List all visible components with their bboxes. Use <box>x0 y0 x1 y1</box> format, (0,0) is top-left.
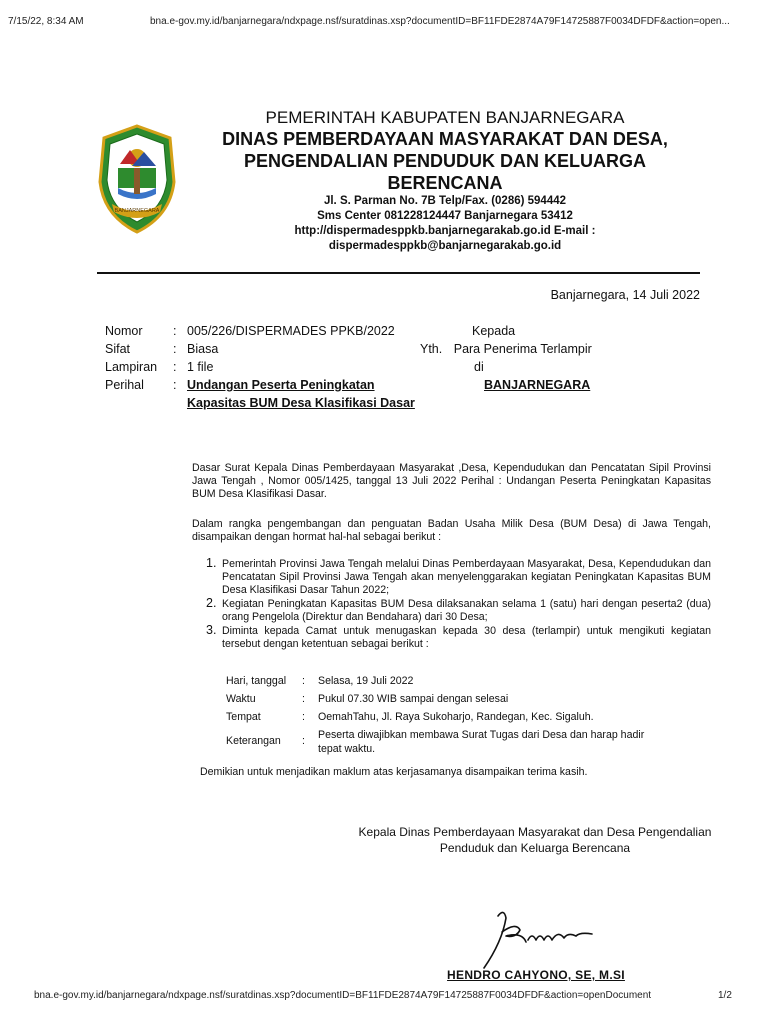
print-url: bna.e-gov.my.id/banjarnegara/ndxpage.nsf/suratdinas.xsp?documentID=BF11FDE2874A79F14725887F0034DFDF&action=open... <box>150 16 730 27</box>
addressee-block <box>420 322 592 394</box>
signatory-title-line1: Kepala Dinas Pemberdayaan Masyarakat dan Desa Pengendalian <box>358 825 712 839</box>
signatory-title <box>330 824 740 856</box>
address-line2: Sms Center 081228124447 Banjarnegara 53412 <box>317 210 573 222</box>
detail-row <box>226 672 648 690</box>
meta-row-perihal <box>105 376 415 412</box>
footer-url: bna.e-gov.my.id/banjarnegara/ndxpage.nsf/suratdinas.xsp?documentID=BF11FDE2874A79F14725887F0034DFDF&action=openDocument <box>34 990 652 1001</box>
list-item-number: 1. <box>206 556 217 570</box>
print-timestamp: 7/15/22, 8:34 AM <box>8 16 84 27</box>
detail-label: Hari, tanggal <box>226 675 287 687</box>
detail-label: Waktu <box>226 693 256 705</box>
agency-address <box>230 194 660 254</box>
page-number: 1/2 <box>718 990 732 1001</box>
handwritten-signature <box>476 902 596 972</box>
signatory-title-line2: Penduduk dan Keluarga Berencana <box>439 841 631 855</box>
list-item <box>206 558 711 597</box>
colon: : <box>173 324 177 338</box>
detail-row <box>226 708 648 726</box>
meta-row-sifat <box>105 340 415 358</box>
sifat-value: Biasa <box>187 342 219 356</box>
body-paragraph-1: Dasar Surat Kepala Dinas Pemberdayaan Masyarakat ,Desa, Kependudukan dan Pencatatan Sipil Provinsi Jawa Tengah , Nomor 005/1425, tanggal 13 Juli 2022 Perihal : Undangan Peserta Peningkatan Kapasitas BUM Desa Klasifikasi Dasar. <box>192 462 711 500</box>
colon: : <box>302 735 305 747</box>
colon: : <box>173 342 177 356</box>
destination-place: BANJARNEGARA <box>484 378 591 392</box>
nomor-label: Nomor <box>105 324 143 338</box>
perihal-line2: Kapasitas BUM Desa Klasifikasi Dasar <box>187 396 415 410</box>
perihal-line1: Undangan Peserta Peningkatan <box>187 378 375 392</box>
colon: : <box>302 711 305 723</box>
di-label: di <box>474 360 484 374</box>
website-line[interactable]: http://dispermadesppkb.banjarnegarakab.go.id E-mail : <box>294 225 596 237</box>
event-details <box>226 672 648 758</box>
address-line1: Jl. S. Parman No. 7B Telp/Fax. (0286) 594442 <box>323 195 567 207</box>
detail-label: Keterangan <box>226 735 281 747</box>
list-item-number: 3. <box>206 623 217 637</box>
letter-date: Banjarnegara, 14 Juli 2022 <box>550 288 700 302</box>
detail-value: Selasa, 19 Juli 2022 <box>318 675 414 687</box>
closing-sentence: Demikian untuk menjadikan maklum atas kerjasamanya disampaikan terima kasih. <box>200 766 588 778</box>
sifat-label: Sifat <box>105 342 131 356</box>
lampiran-value: 1 file <box>187 360 214 374</box>
recipient-line <box>420 340 592 358</box>
letter-meta <box>105 322 415 412</box>
detail-row <box>226 726 648 758</box>
meta-row-lampiran <box>105 358 415 376</box>
colon: : <box>302 675 305 687</box>
kepada-label: Kepada <box>472 324 516 338</box>
agency-name-line1: DINAS PEMBERDAYAAN MASYARAKAT DAN DESA, <box>222 129 668 149</box>
lampiran-label: Lampiran <box>105 360 158 374</box>
numbered-list <box>206 558 711 652</box>
detail-value: OemahTahu, Jl. Raya Sukoharjo, Randegan, Kec. Sigaluh. <box>318 711 594 723</box>
list-item-text: Diminta kepada Camat untuk menugaskan kepada 30 desa (terlampir) untuk mengikuti kegiatan tersebut dengan ketentuan sebagai berikut : <box>222 625 711 650</box>
logo-text: BANJARNEGARA <box>114 208 160 214</box>
government-name: PEMERINTAH KABUPATEN BANJARNEGARA <box>265 108 625 127</box>
colon: : <box>302 693 305 705</box>
detail-value: Peserta diwajibkan membawa Surat Tugas dari Desa dan harap hadir tepat waktu. <box>318 729 645 755</box>
signatory-name: HENDRO CAHYONO, SE, M.SI <box>447 968 625 982</box>
perihal-label: Perihal <box>105 378 144 392</box>
colon: : <box>173 378 177 392</box>
list-item <box>206 625 711 651</box>
letterhead-divider <box>97 272 700 274</box>
nomor-value: 005/226/DISPERMADES PPKB/2022 <box>187 324 395 338</box>
list-item-text: Pemerintah Provinsi Jawa Tengah melalui Dinas Pemberdayaan Masyarakat, Desa, Kependudukan dan Pencatatan Sipil Provinsi Jawa Tengah akan menyelenggarakan kegiatan Peningkatan Kapasitas BUM Desa Klasifikasi Dasar Tahun 2022; <box>222 558 711 596</box>
agency-name-line2: PENGENDALIAN PENDUDUK DAN KELUARGA <box>243 151 646 171</box>
perihal-value <box>187 376 415 412</box>
meta-row-nomor <box>105 322 415 340</box>
recipient-name: Para Penerima Terlampir <box>453 342 592 356</box>
detail-value: Pukul 07.30 WIB sampai dengan selesai <box>318 693 509 705</box>
agency-name-line3: BERENCANA <box>387 173 503 193</box>
agency-name <box>210 128 680 194</box>
list-item <box>206 598 711 624</box>
email-line[interactable]: dispermadesppkb@banjarnegarakab.go.id <box>328 240 562 252</box>
regency-logo <box>96 124 178 236</box>
detail-row <box>226 690 648 708</box>
list-item-number: 2. <box>206 596 217 610</box>
body-paragraph-2: Dalam rangka pengembangan dan penguatan Badan Usaha Milik Desa (BUM Desa) di Jawa Tengah, disampaikan dengan hormat hal-hal sebagai berikut : <box>192 518 711 543</box>
yth-label: Yth. <box>420 342 443 356</box>
detail-label: Tempat <box>226 711 261 723</box>
colon: : <box>173 360 177 374</box>
list-item-text: Kegiatan Peningkatan Kapasitas BUM Desa dilaksanakan selama 1 (satu) hari dengan peserta2 (dua) orang Pengelola (Direktur dan Bendahara) dari 30 Desa; <box>222 598 711 623</box>
